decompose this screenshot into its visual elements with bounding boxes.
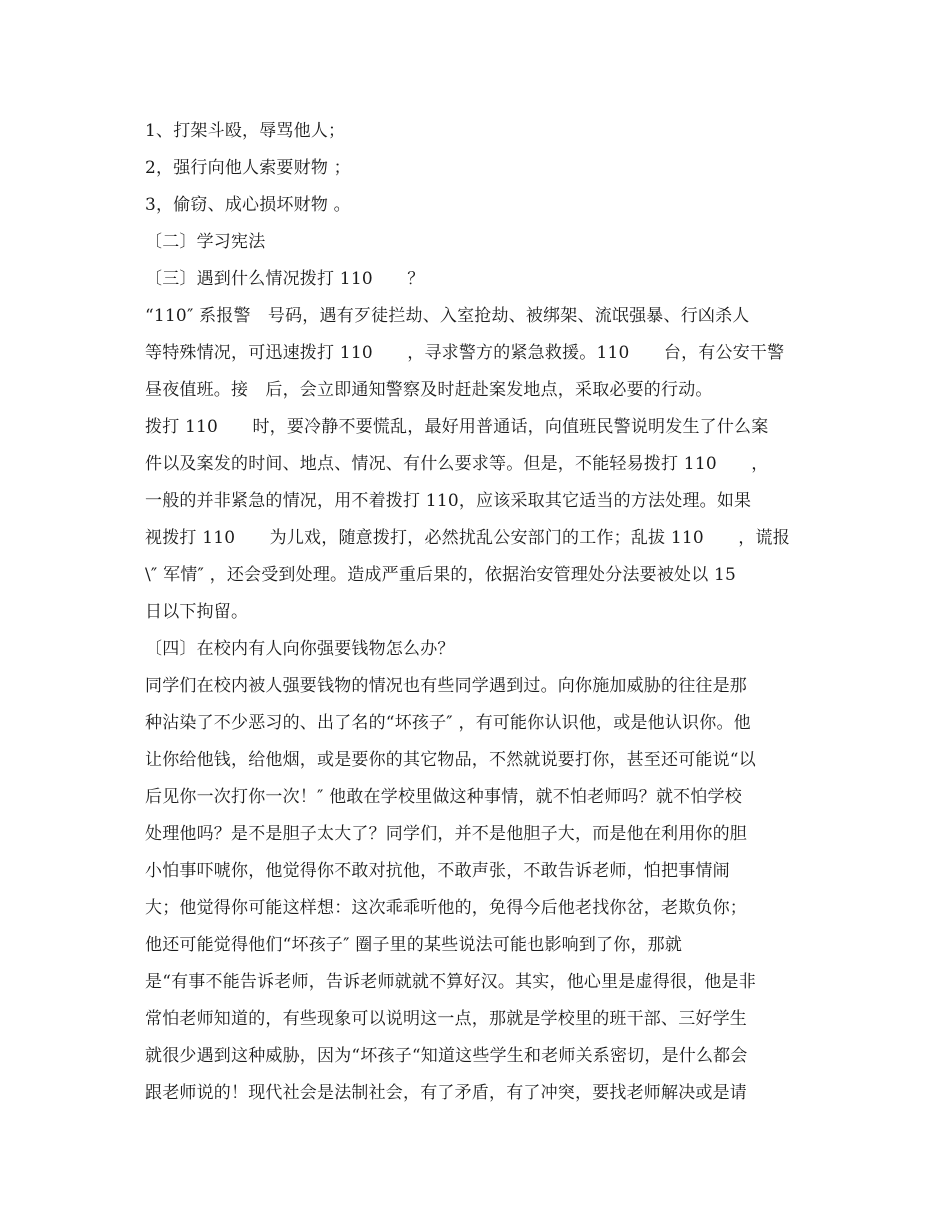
- paragraph-line: 拨打 110 时，要冷静不要慌乱，最好用普通话，向值班民警说明发生了什么案: [145, 417, 769, 437]
- paragraph-line: 小怕事吓唬你，他觉得你不敢对抗他，不敢声张，不敢告诉老师，怕把事情闹: [145, 861, 730, 881]
- paragraph-line: 一般的并非紧急的情况，用不着拨打 110，应该采取其它适当的方法处理。如果: [145, 491, 752, 511]
- paragraph-line: 同学们在校内被人强要钱物的情况也有些同学遇到过。向你施加威胁的往往是那: [145, 676, 747, 696]
- paragraph-line: 他还可能觉得他们“坏孩子″ 圈子里的某些说法可能也影响到了你，那就: [145, 935, 683, 955]
- paragraph-line: 处理他吗？是不是胆子太大了？同学们，并不是他胆子大，而是他在利用你的胆: [145, 824, 747, 844]
- list-item-1: 1、打架斗殴，辱骂他人；: [145, 121, 346, 141]
- paragraph-line: 跟老师说的！现代社会是法制社会，有了矛盾，有了冲突，要找老师解决或是请: [145, 1083, 747, 1103]
- paragraph-line: 昼夜值班。接 后，会立即通知警察及时赶赴案发地点，采取必要的行动。: [145, 380, 713, 400]
- section-heading-4: 〔四〕在校内有人向你强要钱物怎么办？: [145, 639, 455, 659]
- paragraph-line: 就很少遇到这种威胁，因为“坏孩子“知道这些学生和老师关系密切，是什么都会: [145, 1046, 748, 1066]
- paragraph-line: \″ 军情″ ，还会受到处理。造成严重后果的，依据治安管理处分法要被处以 15: [145, 565, 737, 585]
- paragraph-line: 日以下拘留。: [145, 602, 249, 622]
- paragraph-line: 让你给他钱，给他烟，或是要你的其它物品，不然就说要打你，甚至还可能说“以: [145, 750, 756, 770]
- paragraph-line: 常怕老师知道的，有些现象可以说明这一点，那就是学校里的班干部、三好学生: [145, 1009, 747, 1029]
- paragraph-line: 是“有事不能告诉老师，告诉老师就就不算好汉。其实，他心里是虚得很，他是非: [145, 972, 756, 992]
- paragraph-line: “110″ 系报警 号码，遇有歹徒拦劫、入室抢劫、被绑架、流氓强暴、行凶杀人: [145, 306, 750, 326]
- paragraph-line: 大；他觉得你可能这样想：这次乖乖听他的，免得今后他老找你岔，老欺负你；: [145, 898, 747, 918]
- paragraph-line: 等特殊情况，可迅速拨打 110 ，寻求警方的紧急救援。110 台，有公安干警: [145, 343, 785, 363]
- paragraph-line: 件以及案发的时间、地点、情况、有什么要求等。但是，不能轻易拨打 110 ，: [145, 454, 769, 474]
- section-heading-3: 〔三〕遇到什么情况拨打 110 ？: [145, 269, 425, 289]
- list-item-3: 3，偷窃、成心损坏财物 。: [145, 195, 351, 215]
- paragraph-line: 种沾染了不少恶习的、出了名的“坏孩子″ ，有可能你认识他，或是他认识你。他: [145, 713, 751, 733]
- paragraph-line: 后见你一次打你一次！″ 他敢在学校里做这种事情，就不怕老师吗？就不怕学校: [145, 787, 742, 807]
- section-heading-2: 〔二〕学习宪法: [145, 232, 266, 252]
- list-item-2: 2，强行向他人索要财物 ；: [145, 158, 351, 178]
- paragraph-line: 视拨打 110 为儿戏，随意拨打，必然扰乱公安部门的工作；乱拔 110 ，谎报: [145, 528, 790, 548]
